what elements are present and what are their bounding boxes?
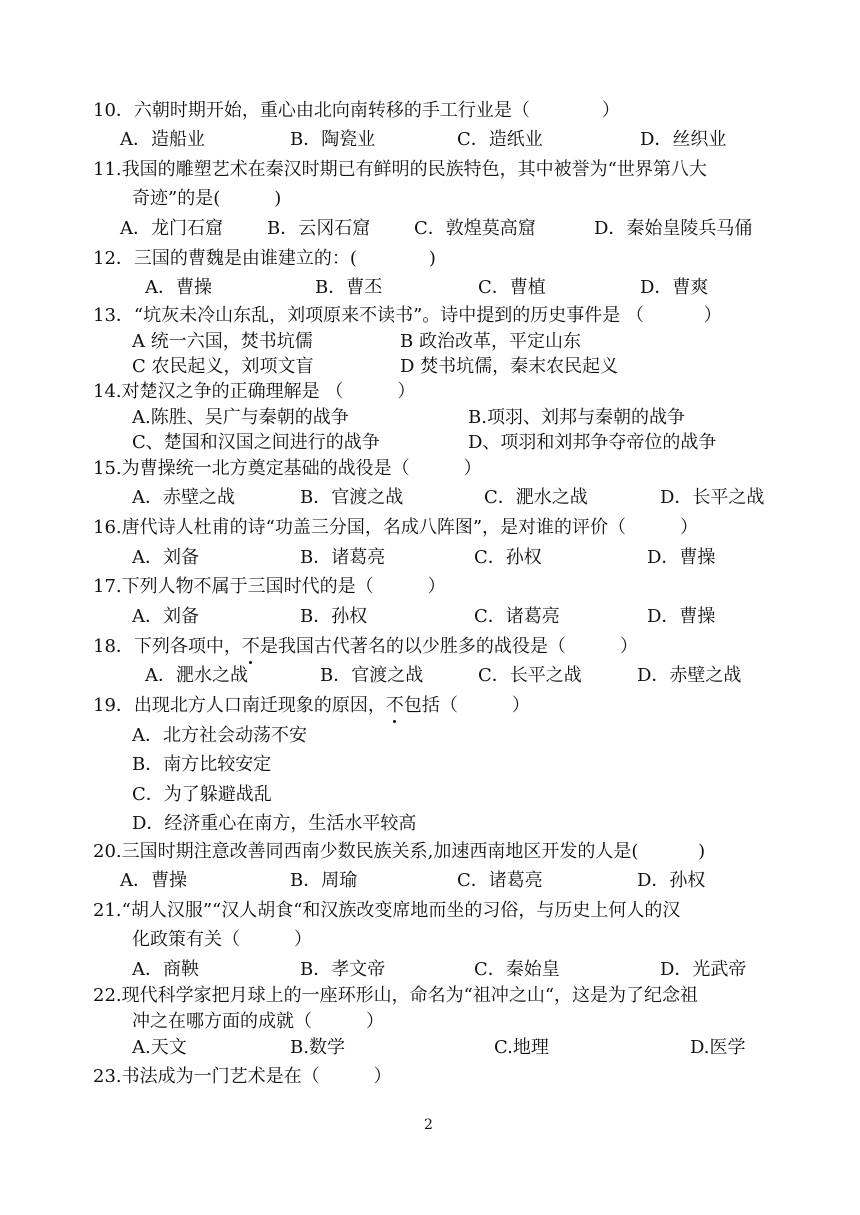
q20-option-d: D．孙权 (637, 870, 706, 891)
q18-emphasis-mark: 不 (241, 636, 260, 657)
q16-option-b: B．诸葛亮 (300, 547, 386, 568)
q18-stem-pre: 18．下列各项中， (93, 636, 242, 657)
q19-stem-pre: 19．出现北方人口南迁现象的原因， (93, 695, 386, 716)
q14-option-a: A.陈胜、吴广与秦朝的战争 (132, 407, 349, 428)
q19-option-d: D．经济重心在南方，生活水平较高 (132, 813, 417, 834)
q20-option-c: C．诸葛亮 (457, 870, 543, 891)
q21-option-c: C．秦始皇 (474, 959, 560, 980)
q14-option-c: C、楚国和汉国之间进行的战争 (132, 432, 380, 453)
q21-option-b: B．孝文帝 (300, 959, 386, 980)
q19-stem-post: 包括（ ） (403, 695, 530, 716)
q16-option-c: C．孙权 (474, 547, 542, 568)
q12-option-c: C．曹植 (478, 277, 546, 298)
question-18-stem (93, 636, 638, 658)
q19-emphasis-mark: 不 (385, 695, 404, 716)
question-15-stem: 15.为曹操统一北方奠定基础的战役是（ ） (93, 458, 482, 479)
question-22-stem-line2: 冲之在哪方面的成就（ ） (132, 1011, 384, 1032)
q17-option-d: D．曹操 (647, 606, 716, 627)
q10-option-c: C．造纸业 (457, 129, 543, 150)
question-11-stem-line1: 11.我国的雕塑艺术在秦汉时期已有鲜明的民族特色，其中被誉为“世界第八大 (93, 159, 707, 180)
q22-option-b: B.数学 (290, 1037, 345, 1058)
question-13-stem: 13．“坑灰未冷山东乱，刘项原来不读书”。诗中提到的历史事件是 （ ） (93, 305, 722, 326)
question-21-stem-line2: 化政策有关（ ） (132, 929, 312, 950)
q19-option-c: C．为了躲避战乱 (132, 784, 272, 805)
question-16-stem: 16.唐代诗人杜甫的诗“功盖三分国，名成八阵图”，是对谁的评价（ ） (93, 517, 699, 538)
q15-option-b: B．官渡之战 (300, 487, 404, 508)
q10-option-a: A．造船业 (120, 129, 205, 150)
question-10-stem: 10．六朝时期开始，重心由北向南转移的手工行业是（ ） (93, 100, 620, 121)
q15-option-d: D．长平之战 (660, 487, 765, 508)
q17-option-c: C．诸葛亮 (474, 606, 560, 627)
q21-option-a: A．商鞅 (132, 959, 199, 980)
q11-option-b: B．云冈石窟 (267, 218, 371, 239)
q13-option-d: D 焚书坑儒，秦末农民起义 (400, 356, 619, 377)
q20-option-b: B．周瑜 (290, 870, 358, 891)
q16-option-a: A．刘备 (132, 547, 199, 568)
q18-option-a: A．淝水之战 (145, 665, 248, 686)
q12-option-a: A．曹操 (145, 277, 212, 298)
question-23-stem: 23.书法成为一门艺术是在（ ） (93, 1066, 392, 1087)
q22-option-a: A.天文 (132, 1037, 187, 1058)
q18-stem-post: 是我国古代著名的以少胜多的战役是（ ） (259, 636, 638, 657)
q19-option-a: A．北方社会动荡不安 (132, 725, 307, 746)
question-14-stem: 14.对楚汉之争的正确理解是 （ ） (93, 381, 416, 402)
q14-option-d: D、项羽和刘邦争夺帝位的战争 (468, 432, 717, 453)
q17-option-b: B．孙权 (300, 606, 368, 627)
q15-option-c: C．淝水之战 (484, 487, 588, 508)
q13-option-c: C 农民起义，刘项文盲 (132, 356, 314, 377)
q12-option-d: D．曹爽 (640, 277, 709, 298)
q22-option-d: D.医学 (690, 1037, 746, 1058)
q14-option-b: B.项羽、刘邦与秦朝的战争 (468, 407, 685, 428)
question-21-stem-line1: 21.“胡人汉服”“汉人胡食“和汉族改变席地而坐的习俗，与历史上何人的汉 (93, 900, 681, 921)
q18-option-c: C．长平之战 (478, 665, 582, 686)
q10-option-b: B．陶瓷业 (290, 129, 376, 150)
q16-option-d: D．曹操 (647, 547, 716, 568)
q22-option-c: C.地理 (494, 1037, 549, 1058)
q17-option-a: A．刘备 (132, 606, 199, 627)
q21-option-d: D．光武帝 (660, 959, 747, 980)
q10-option-d: D．丝织业 (640, 129, 727, 150)
page-number: 2 (424, 1117, 433, 1133)
question-12-stem: 12．三国的曹魏是由谁建立的：( ) (93, 248, 436, 269)
question-19-stem (93, 695, 530, 717)
q13-option-b: B 政治改革，平定山东 (400, 331, 581, 352)
q18-option-d: D．赤壁之战 (637, 665, 742, 686)
q11-option-a: A．龙门石窟 (120, 218, 223, 239)
question-17-stem: 17.下列人物不属于三国时代的是（ ） (93, 576, 446, 597)
q13-option-a: A 统一六国，焚书坑儒 (132, 331, 313, 352)
question-20-stem: 20.三国时期注意改善同西南少数民族关系,加速西南地区开发的人是( ) (93, 841, 706, 862)
question-22-stem-line1: 22.现代科学家把月球上的一座环形山，命名为“祖冲之山“，这是为了纪念祖 (93, 985, 699, 1006)
q12-option-b: B．曹丕 (315, 277, 383, 298)
q15-option-a: A．赤壁之战 (132, 487, 235, 508)
q19-option-b: B．南方比较安定 (132, 754, 272, 775)
question-11-stem-line2: 奇迹”的是( ) (132, 188, 282, 209)
q18-option-b: B．官渡之战 (320, 665, 424, 686)
q20-option-a: A．曹操 (120, 870, 187, 891)
q11-option-c: C．敦煌莫高窟 (414, 218, 536, 239)
q11-option-d: D．秦始皇陵兵马俑 (594, 218, 753, 239)
